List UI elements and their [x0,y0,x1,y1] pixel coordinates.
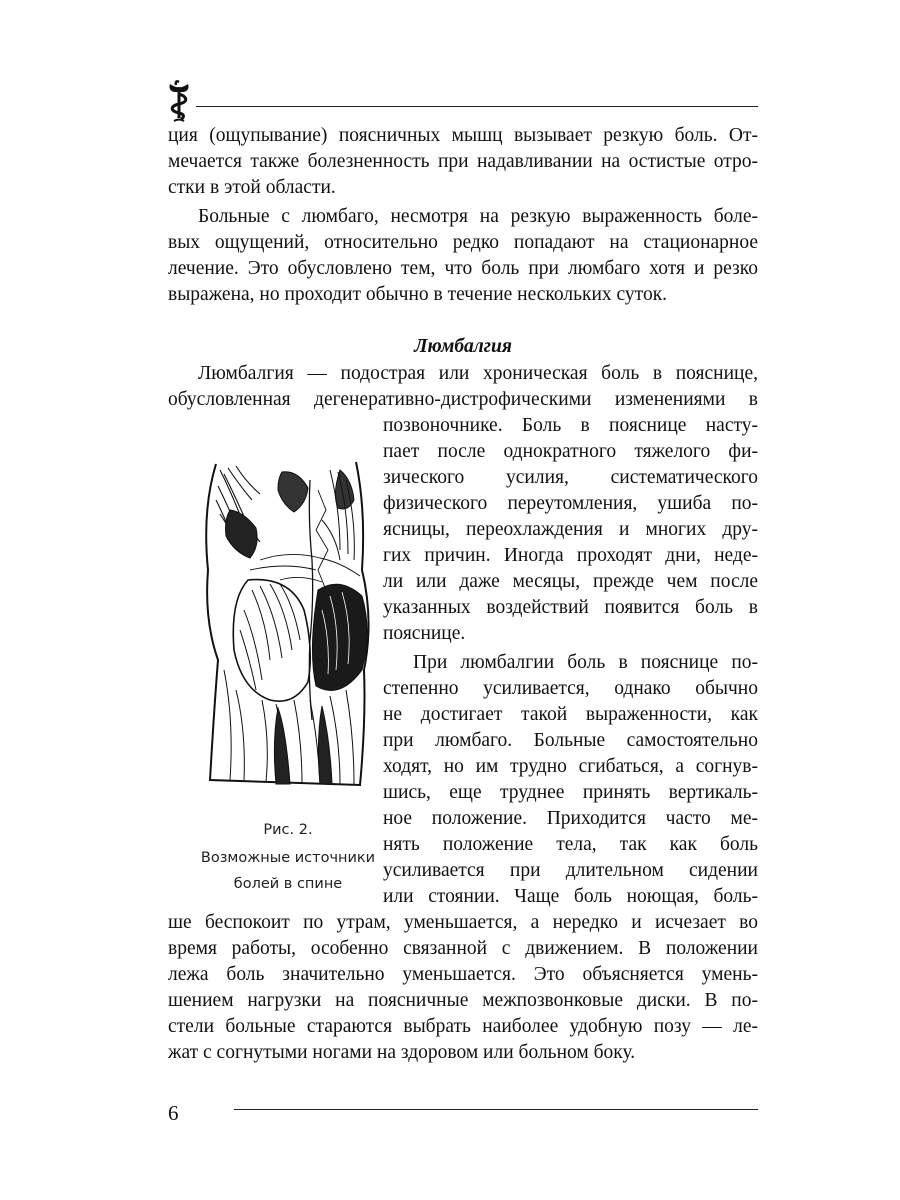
page-number: 6 [168,1101,179,1125]
text-line: указанных воздействий появится боль в [383,597,758,618]
caduceus-bowl-icon [164,78,194,124]
figure-caption-label: Рис. 2. [263,822,313,838]
text-line: Люмбалгия — подострая или хроническая боль в пояснице, [198,363,758,384]
text-line: ли или даже месяцы, прежде чем после [383,571,758,592]
text-line: Больные с люмбаго, несмотря на резкую выраженность боле- [198,206,758,227]
text-line: или стоянии. Чаще боль ноющая, боль- [383,886,758,907]
text-line: обусловленная дегенеративно-дистрофическими изменениями в [168,389,758,410]
text-line: выражена, но проходит обычно в течение нескольких суток. [168,284,668,305]
text-line: стки в этой области. [168,177,336,198]
text-line: усиливается при длительном сидении [383,860,758,881]
text-line: гих причин. Иногда проходят дни, неде- [383,545,758,566]
text-line: позвоночнике. Боль в пояснице насту- [383,415,758,436]
text-line: лежа боль значительно уменьшается. Это объясняется умень- [168,964,758,985]
text-line: шись, еще труднее принять вертикаль- [383,782,758,803]
text-line: степенно усиливается, однако обычно [383,678,758,699]
text-line: мечается также болезненность при надавливании на остистые отро- [168,151,758,172]
text-line: нять положение тела, так как боль [383,834,758,855]
text-line: время работы, особенно связанной с движением. В положении [168,938,758,959]
text-line: не достигает такой выраженности, как [383,704,758,725]
text-line: лечение. Это обусловлено тем, что боль при люмбаго хотя и резко [168,258,758,279]
header-rule [196,106,758,107]
text-line: ция (ощупывание) поясничных мышц вызывает резкую боль. От- [168,125,758,146]
footer-rule [234,1109,758,1110]
text-line: пояснице. [383,623,466,644]
text-line: жат с согнутыми ногами на здоровом или больном боку. [168,1042,636,1063]
text-line: при люмбаго. Больные самостоятельно [383,730,758,751]
back-muscles-illustration [190,450,380,800]
text-line: пает после однократного тяжелого фи- [383,441,758,462]
text-line: зического усилия, систематического [383,467,758,488]
text-line: ясницы, переохлаждения и многих дру- [383,519,758,540]
section-heading: Люмбалгия [414,336,512,357]
figure-caption-line: Возможные источники [200,850,376,866]
text-line: вых ощущений, относительно редко попадают на стационарное [168,232,758,253]
text-line: ше беспокоит по утрам, уменьшается, а нередко и исчезает во [168,912,758,933]
figure-caption-line: болей в спине [233,876,343,892]
text-line: ное положение. Приходится часто ме- [383,808,758,829]
text-line: ходят, но им трудно сгибаться, а согнув- [383,756,758,777]
text-line: шением нагрузки на поясничные межпозвонковые диски. В по- [168,990,758,1011]
text-line: При люмбалгии боль в пояснице по- [413,652,758,673]
text-line: стели больные стараются выбрать наиболее удобную позу — ле- [168,1016,758,1037]
text-line: физического переутомления, ушиба по- [383,493,758,514]
